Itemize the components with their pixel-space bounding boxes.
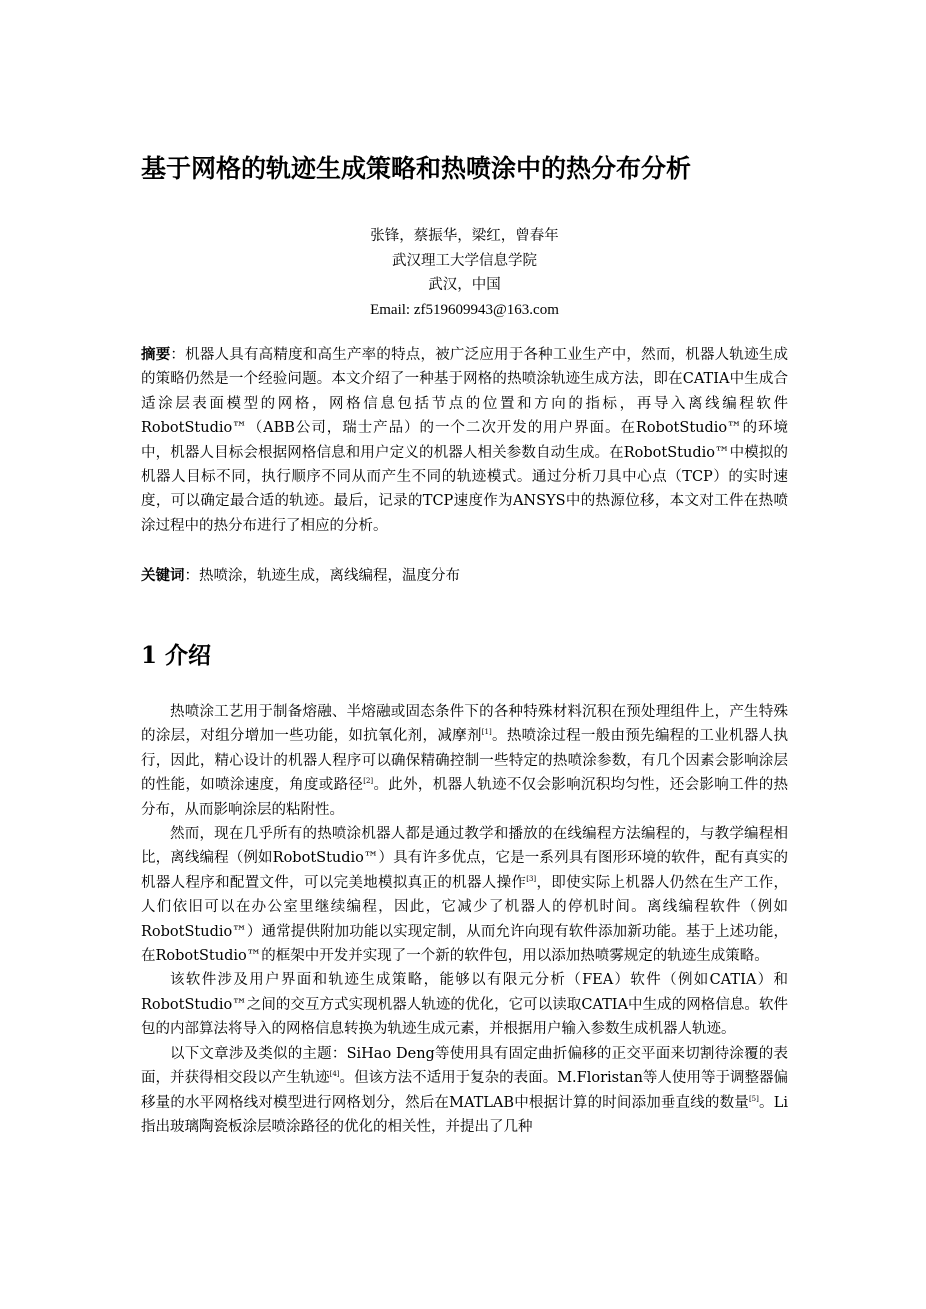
paragraph-text: 。此外，机器人轨迹不仅会影响沉积均匀性，还会影响工件的热分布，从而影响涂层的粘附性。	[141, 777, 789, 818]
author-names: 张锋，蔡振华，梁红，曾春年	[370, 228, 559, 244]
keywords-separator: ：	[184, 568, 199, 584]
paragraph-text: ，即使实际上机器人仍然在生产工作，人们依旧可以在办公室里继续编程，因此，它减少了机器人的停机时间。离线编程软件（例如RobotStudio™）通常提供附加功能以实现定制，从而允许向现有软件添加新功能。基于上述功能，在RobotStudio™的框架中开发并实现了一个新的软件包，用以添加热喷雾规定的轨迹生成策略。	[141, 874, 789, 965]
abstract-label: 摘要	[141, 347, 171, 363]
author-affiliation: 武汉理工大学信息学院	[392, 252, 537, 269]
paragraph-text: 以下文章涉及类似的主题：SiHao Deng等使用具有固定曲折偏移的正交平面来切割待涂覆的表面，并获得相交段以产生轨迹	[141, 1045, 788, 1087]
citation-ref: [4]	[329, 1070, 340, 1079]
section-heading-introduction: 1 介绍	[141, 642, 212, 669]
citation-ref: [3]	[526, 874, 537, 883]
paper-title: 基于网格的轨迹生成策略和热喷涂中的热分布分析	[141, 154, 692, 183]
paragraph	[141, 822, 788, 968]
paragraph-text: 热喷涂工艺用于制备熔融、半熔融或固态条件下的各种特殊材料沉积在预处理组件上，产生特殊的涂层，对组分增加一些功能，如抗氧化剂，减摩剂	[141, 704, 788, 745]
paragraph	[141, 1042, 788, 1140]
author-location: 武汉，中国	[428, 277, 501, 293]
abstract-text: 机器人具有高精度和高生产率的特点，被广泛应用于各种工业生产中，然而，机器人轨迹生成的策略仍然是一个经验问题。本文介绍了一种基于网格的热喷涂轨迹生成方法，即在CATIA中生成合适涂层表面模型的网格，网格信息包括节点的位置和方向的指标，再导入离线编程软件RobotStudio™（ABB公司，瑞士产品）的一个二次开发的用户界面。在RobotStudio™的环境中，机器人目标会根据网格信息和用户定义的机器人相关参数自动生成。在RobotStudio™中模拟的机器人目标不同，执行顺序不同从而产生不同的轨迹模式。通过分析刀具中心点（TCP）的实时速度，可以确定最合适的轨迹。最后，记录的TCP速度作为ANSYS中的热源位移，本文对工件在热喷涂过程中的热分布进行了相应的分析。	[141, 347, 789, 534]
paragraph-text: 。但该方法不适用于复杂的表面。M.Floristan等人使用等于调整器偏移量的水平网格线对模型进行网格划分，然后在MATLAB中根据计算的时间添加垂直线的数量	[141, 1070, 788, 1111]
keywords	[141, 564, 788, 588]
paragraph-text: 。热喷涂过程一般由预先编程的工业机器人执行，因此，精心设计的机器人程序可以确保精确控制一些特定的热喷涂参数，有几个因素会影响涂层的性能，如喷涂速度，角度或路径	[141, 728, 789, 794]
paragraph-text: 。Li指出玻璃陶瓷板涂层喷涂路径的优化的相关性，并提出了几种	[141, 1094, 788, 1135]
citation-ref: [1]	[481, 728, 492, 737]
abstract	[141, 343, 788, 538]
paragraph: 该软件涉及用户界面和轨迹生成策略，能够以有限元分析（FEA）软件（例如CATIA）和RobotStudio™之间的交互方式实现机器人轨迹的优化，它可以读取CATIA中生成的网格信息。软件包的内部算法将导入的网格信息转换为轨迹生成元素，并根据用户输入参数生成机器人轨迹。	[141, 972, 788, 1038]
keywords-label: 关键词	[141, 568, 185, 584]
citation-ref: [2]	[363, 777, 374, 786]
author-email: Email: zf519609943@163.com	[370, 301, 559, 318]
citation-ref: [5]	[748, 1094, 759, 1103]
section-body	[141, 700, 788, 1139]
abstract-separator: ：	[170, 347, 186, 363]
paragraph	[141, 700, 788, 822]
author-block	[141, 224, 788, 322]
keywords-text: 热喷涂，轨迹生成，离线编程，温度分布	[199, 568, 460, 584]
paragraph-text: 然而，现在几乎所有的热喷涂机器人都是通过教学和播放的在线编程方法编程的，与教学编程相比，离线编程（例如RobotStudio™）具有许多优点，它是一系列具有图形环境的软件，配有真实的机器人程序和配置文件，可以完美地模拟真正的机器人操作	[141, 826, 788, 891]
